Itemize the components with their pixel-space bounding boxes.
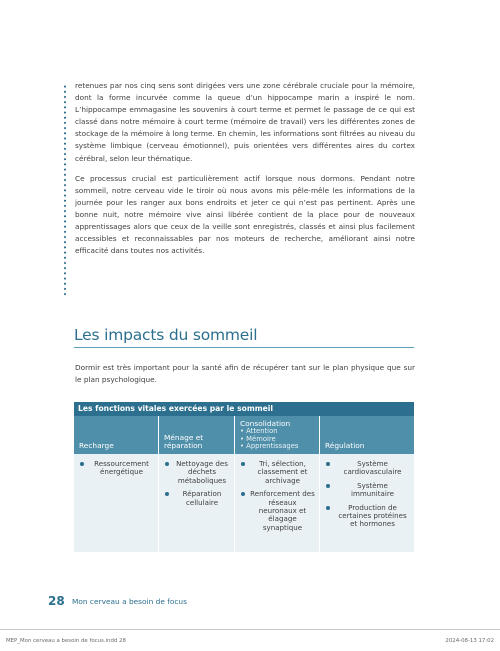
slug-divider: [0, 629, 500, 630]
bullet-icon: [241, 492, 245, 496]
section-divider: [74, 347, 414, 348]
table-cell-recharge: [74, 454, 159, 552]
column-title: Régulation: [325, 441, 365, 451]
intro-paragraph-1: retenues par nos cinq sens sont dirigées vers une zone cérébrale cruciale pour la mémoire, dont la forme incurvée comme la queue d’un hippocampe marin a inspiré le nom. L’hippocampe emmagasine les souvenirs à court terme et permet le passage de ce qui est classé dans notre mémoire à court terme (mémoire de travail) vers les différentes zones de stockage de la mémoire à long terme. En chemin, les informations sont filtrées au niveau du système limbique (cerveau émotionnel), puis orientées vers différentes aires du cortex cérébral, selon leur thématique.: [75, 81, 415, 163]
list-item: Tri, sélection, classement et archivage: [240, 460, 315, 485]
bullet-icon: [326, 484, 330, 488]
list-item: Renforcement des réseaux neuronaux et élagage synaptique: [240, 490, 315, 532]
running-title: Mon cerveau a besoin de focus: [72, 597, 187, 606]
list-item: Nettoyage des déchets métaboliques: [164, 460, 230, 485]
dotted-rule: [64, 84, 66, 298]
column-subtitle: • Apprentissages: [240, 442, 299, 451]
table-cell-menage: [159, 454, 235, 552]
list-item: Système immunitaire: [325, 482, 410, 499]
bullet-icon: [326, 462, 330, 466]
column-header-recharge: [74, 416, 159, 454]
column-title: Consolidation: [240, 418, 291, 428]
slug-timestamp: 2024-08-13 17:02: [445, 638, 494, 644]
bullet-icon: [165, 462, 169, 466]
list-item: Ressourcement énergétique: [79, 460, 154, 477]
table-cell-consolidation: [235, 454, 320, 552]
page-number: 28: [48, 594, 65, 608]
table-cell-regulation: [320, 454, 414, 552]
intro-text: [75, 80, 415, 265]
list-item: Système cardiovasculaire: [325, 460, 410, 477]
bullet-icon: [241, 462, 245, 466]
section-lead: Dormir est très important pour la santé afin de récupérer tant sur le plan physique que sur le plan psychologique.: [75, 363, 415, 385]
bullet-icon: [165, 492, 169, 496]
column-header-regulation: [320, 416, 414, 454]
bullet-icon: [326, 506, 330, 510]
column-header-menage: [159, 416, 235, 454]
column-header-consolidation: [235, 416, 320, 454]
column-subtitle: • Mémoire: [240, 434, 276, 443]
section-title: Les impacts du sommeil: [74, 326, 258, 344]
sleep-functions-table: [74, 402, 414, 552]
bullet-icon: [80, 462, 84, 466]
table-body-row: [74, 454, 414, 552]
table-caption: Les fonctions vitales exercées par le sommeil: [74, 402, 414, 416]
list-item: Production de certaines protéines et hormones: [325, 504, 410, 529]
column-subtitle: • Attention: [240, 427, 278, 436]
slug-filename: MEP_Mon cerveau a besoin de focus.indd 28: [6, 638, 126, 644]
column-title: Recharge: [79, 441, 114, 451]
column-title: Ménage et réparation: [164, 432, 204, 451]
intro-paragraph-2: Ce processus crucial est particulièrement actif lorsque nous dormons. Pendant notre sommeil, notre cerveau vide le tiroir où nous avons mis pêle-mêle les informations de la journée pour les ranger aux bons endroits et jeter ce qui n’est pas pertinent. Après une bonne nuit, notre mémoire vive ainsi libérée contient de la place pour de nouveaux apprentissages alors que ceux de la veille sont enregistrés, classés et ainsi plus facilement accessibles et reconnaissables par nos moteurs de recherche, améliorant ainsi notre efficacité dans toutes nos activités.: [75, 173, 415, 256]
table-header-row: [74, 416, 414, 454]
list-item: Réparation cellulaire: [164, 490, 230, 507]
